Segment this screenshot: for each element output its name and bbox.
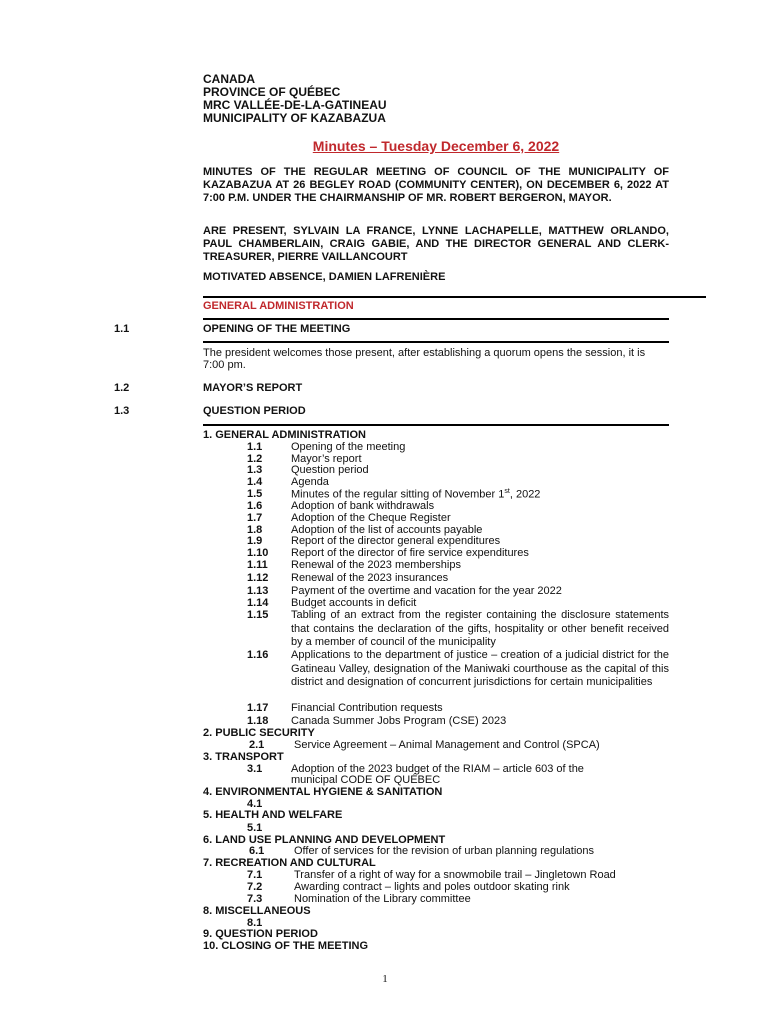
agenda-item-number: 5.1 bbox=[247, 822, 263, 834]
page-number: 1 bbox=[382, 973, 388, 985]
agenda-item-text: municipal CODE OF QUÉBEC bbox=[291, 774, 441, 786]
divider bbox=[203, 296, 706, 298]
agenda-item-number: 1.11 bbox=[247, 559, 268, 571]
agenda-item-number: 7.3 bbox=[247, 893, 263, 905]
agenda-item-number: 3.1 bbox=[247, 763, 263, 775]
item-title: MAYOR’S REPORT bbox=[203, 382, 303, 394]
intro-paragraph: MINUTES OF THE REGULAR MEETING OF COUNCIL OF THE MUNICIPALITY OF KAZABAZUA AT 26 BEGLEY ROAD (COMMUNITY CENTER), ON DECEMBER 6, 2022 AT 7:00 P.M. UNDER THE CHAIRMANSHIP OF MR. ROBERT BERGERON, MAYOR. bbox=[203, 166, 669, 204]
header-mrc: MRC VALLÉE-DE-LA-GATINEAU bbox=[203, 98, 387, 112]
agenda-item-number: 7.1 bbox=[247, 869, 263, 881]
agenda-item-number: 1.3 bbox=[247, 464, 263, 476]
item-title: OPENING OF THE MEETING bbox=[203, 323, 351, 335]
agenda-item-text: Nomination of the Library committee bbox=[294, 893, 471, 905]
agenda-item-number: 1.9 bbox=[247, 535, 263, 547]
agenda-category: 3. TRANSPORT bbox=[203, 751, 284, 763]
agenda-item-text: Adoption of the list of accounts payable bbox=[291, 524, 483, 536]
agenda-item-number: 1.7 bbox=[247, 512, 263, 524]
agenda-item-text: Budget accounts in deficit bbox=[291, 597, 417, 609]
agenda-item-number: 1.5 bbox=[247, 488, 263, 500]
agenda-item-number: 2.1 bbox=[249, 739, 265, 751]
agenda-item-text: Report of the director general expenditures bbox=[291, 535, 501, 547]
agenda-item-text: Report of the director of fire service expenditures bbox=[291, 547, 529, 559]
agenda-item-number: 1.17 bbox=[247, 702, 269, 714]
header-country: CANADA bbox=[203, 72, 255, 86]
agenda-item-number: 7.2 bbox=[247, 881, 263, 893]
agenda-item-number: 1.4 bbox=[247, 476, 263, 488]
agenda-item-text: Minutes of the regular sitting of November 1st, 2022 bbox=[291, 488, 541, 501]
agenda-category: 10. CLOSING OF THE MEETING bbox=[203, 940, 369, 952]
agenda-item-text: Renewal of the 2023 memberships bbox=[291, 559, 461, 571]
document-title: Minutes – Tuesday December 6, 2022 bbox=[312, 138, 560, 154]
agenda-item-number: 1.8 bbox=[247, 524, 263, 536]
divider bbox=[203, 424, 669, 426]
agenda-item-number: 1.14 bbox=[247, 597, 269, 609]
agenda-item-text: Financial Contribution requests bbox=[291, 702, 443, 714]
agenda-category: 6. LAND USE PLANNING AND DEVELOPMENT bbox=[203, 834, 446, 846]
agenda-item-number: 1.10 bbox=[247, 547, 269, 559]
agenda-item-number: 1.1 bbox=[247, 441, 263, 453]
item-title: QUESTION PERIOD bbox=[203, 405, 306, 417]
section-heading: GENERAL ADMINISTRATION bbox=[203, 300, 354, 312]
agenda-item-number: 1.15 bbox=[247, 609, 269, 621]
agenda-item-text: Transfer of a right of way for a snowmobile trail – Jingletown Road bbox=[294, 869, 616, 881]
agenda-category: 7. RECREATION AND CULTURAL bbox=[203, 857, 376, 869]
absence-paragraph: MOTIVATED ABSENCE, DAMIEN LAFRENIÈRE bbox=[203, 271, 446, 283]
agenda-item-text: Agenda bbox=[291, 476, 329, 488]
item-number: 1.2 bbox=[114, 382, 130, 394]
agenda-item-text: Awarding contract – lights and poles outdoor skating rink bbox=[294, 881, 570, 893]
agenda-category: 2. PUBLIC SECURITY bbox=[203, 727, 315, 739]
agenda-item-number: 6.1 bbox=[249, 845, 265, 857]
agenda-category: 9. QUESTION PERIOD bbox=[203, 928, 318, 940]
agenda-item-text: Canada Summer Jobs Program (CSE) 2023 bbox=[291, 715, 507, 727]
divider bbox=[203, 318, 669, 320]
item-number: 1.1 bbox=[114, 323, 130, 335]
agenda-item-text: Renewal of the 2023 insurances bbox=[291, 572, 449, 584]
agenda-item-number: 1.6 bbox=[247, 500, 263, 512]
agenda-item-text: Tabling of an extract from the register containing the disclosure statements that contains the declaration of the gifts, hospitality or other benefit received by a member of council of the municipality bbox=[291, 609, 669, 648]
agenda-category: 4. ENVIRONMENTAL HYGIENE & SANITATION bbox=[203, 786, 443, 798]
agenda-item-number: 8.1 bbox=[247, 917, 263, 929]
item-number: 1.3 bbox=[114, 405, 130, 417]
agenda-item-text: Payment of the overtime and vacation for the year 2022 bbox=[291, 585, 562, 597]
agenda-item-text: Opening of the meeting bbox=[291, 441, 406, 453]
agenda-item-number: 4.1 bbox=[247, 798, 263, 810]
header-province: PROVINCE OF QUÉBEC bbox=[203, 85, 341, 99]
agenda-item-number: 1.18 bbox=[247, 715, 269, 727]
agenda-item-number: 1.12 bbox=[247, 572, 269, 584]
attendance-paragraph: ARE PRESENT, SYLVAIN LA FRANCE, LYNNE LACHAPELLE, MATTHEW ORLANDO, PAUL CHAMBERLAIN, CRAIG GABIE, AND THE DIRECTOR GENERAL AND CLERK-TREASURER, PIERRE VAILLANCOURT bbox=[203, 225, 669, 263]
agenda-category: 5. HEALTH AND WELFARE bbox=[203, 809, 343, 821]
agenda-item-number: 1.2 bbox=[247, 453, 263, 465]
agenda-item-text: Adoption of the 2023 budget of the RIAM – article 603 of the bbox=[291, 763, 584, 775]
agenda-item-text: Adoption of bank withdrawals bbox=[291, 500, 435, 512]
agenda-item-number: 1.16 bbox=[247, 649, 269, 661]
agenda-item-text: Question period bbox=[291, 464, 369, 476]
agenda-item-text: Mayor’s report bbox=[291, 453, 362, 465]
agenda-item-number: 1.13 bbox=[247, 585, 269, 597]
agenda-category: 1. GENERAL ADMINISTRATION bbox=[203, 429, 366, 441]
agenda-item-text: Offer of services for the revision of urban planning regulations bbox=[294, 845, 595, 857]
agenda-item-text: Service Agreement – Animal Management and Control (SPCA) bbox=[294, 739, 600, 751]
agenda-item-text: Applications to the department of justice – creation of a judicial district for the Gatineau Valley, designation of the Maniwaki courthouse as the capital of this district and designation of concurrent jurisdictions for certain municipalities bbox=[291, 649, 669, 688]
divider bbox=[203, 341, 669, 343]
agenda-item-text: Adoption of the Cheque Register bbox=[291, 512, 451, 524]
agenda-category: 8. MISCELLANEOUS bbox=[203, 905, 311, 917]
item-body: The president welcomes those present, after establishing a quorum opens the session, it is 7:00 pm. bbox=[203, 347, 646, 371]
header-municipality: MUNICIPALITY OF KAZABAZUA bbox=[203, 111, 386, 125]
